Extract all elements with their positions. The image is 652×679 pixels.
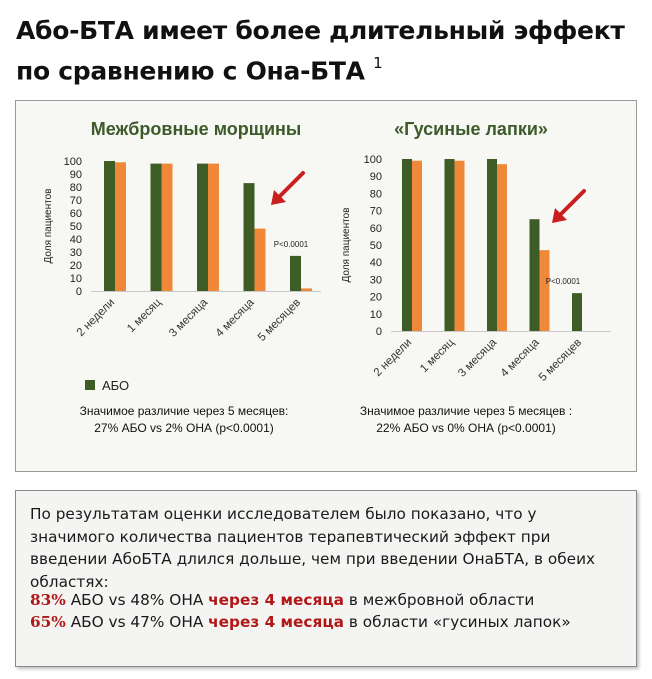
y-tick-label: 80	[69, 182, 82, 194]
y-tick-label: 40	[369, 257, 382, 270]
summary-period: через 4 месяца	[208, 613, 344, 631]
summary-paragraph: По результатам оценки исследователем было показано, что у значимого количества пациентов терапевтический эффект при введении АбоБТА длился дольше, чем при введении ОнаБТА, в обеих областях:	[30, 505, 596, 591]
summary-pct: 65%	[30, 613, 66, 631]
x-tick-label: 1 месяц	[125, 296, 164, 336]
x-tick-label: 4 месяца	[213, 296, 257, 340]
bar-ona	[497, 164, 507, 331]
significance-note: 22% АБО vs 0% ОНА (p<0.0001)	[376, 421, 556, 435]
y-tick-label: 20	[369, 291, 382, 304]
bar-ona	[162, 164, 173, 291]
x-tick-label: 1 месяц	[418, 336, 457, 376]
footnote-ref: 1	[373, 54, 383, 72]
charts-panel	[15, 100, 637, 472]
bar-ona	[455, 161, 465, 331]
bar-abo	[151, 164, 162, 291]
y-tick-label: 0	[75, 286, 82, 298]
y-tick-label: 10	[69, 273, 82, 285]
bar-ona	[540, 250, 550, 331]
y-tick-label: 70	[369, 205, 382, 218]
y-tick-label: 90	[69, 169, 82, 181]
y-tick-label: 30	[369, 274, 382, 287]
summary-mid: АБО vs 47% ОНА	[65, 613, 209, 631]
bar-abo	[104, 161, 115, 291]
bar-abo	[530, 219, 540, 331]
bar-ona	[115, 162, 126, 291]
summary-row-glabella	[30, 591, 534, 609]
y-tick-label: 20	[69, 260, 82, 272]
y-tick-label: 10	[369, 308, 382, 321]
summary-row-crowsfeet	[30, 613, 571, 631]
x-tick-label: 4 месяца	[498, 336, 542, 380]
summary-tail: в межбровной области	[343, 591, 535, 609]
bar-abo	[445, 159, 455, 331]
page-title	[16, 14, 646, 88]
summary-tail: в области «гусиных лапок»	[343, 613, 571, 631]
red-arrow	[279, 173, 303, 197]
bar-ona	[208, 164, 219, 291]
bar-abo	[244, 183, 255, 291]
y-tick-label: 60	[369, 222, 382, 235]
x-tick-label: 5 месяцев	[255, 296, 304, 344]
bar-abo	[402, 159, 412, 331]
bar-ona	[301, 288, 312, 291]
x-tick-label: 5 месяцев	[536, 336, 585, 384]
significance-note: 27% АБО vs 2% ОНА (p<0.0001)	[94, 421, 274, 435]
y-tick-label: 0	[375, 326, 382, 338]
chart-title: «Гусиные лапки»	[394, 119, 548, 139]
y-tick-label: 50	[69, 221, 82, 233]
x-tick-label: 3 месяца	[456, 336, 500, 380]
x-tick-label: 2 недели	[371, 336, 415, 380]
summary-box	[15, 490, 637, 667]
summary-mid: АБО vs 48% ОНА	[65, 591, 209, 609]
y-axis-label: Доля пациентов	[341, 207, 352, 283]
p-value-annotation: P<0.0001	[273, 240, 309, 249]
red-arrow	[560, 191, 584, 215]
y-tick-label: 50	[369, 240, 382, 252]
y-tick-label: 40	[69, 234, 82, 246]
charts-svg	[16, 101, 636, 471]
y-axis-label: Доля пациентов	[43, 188, 54, 264]
x-tick-label: 2 недели	[74, 296, 118, 340]
significance-note: Значимое различие через 5 месяцев :	[359, 404, 573, 418]
y-tick-label: 30	[69, 247, 82, 259]
summary-period: через 4 месяца	[208, 591, 344, 609]
legend-swatch-abo	[85, 380, 95, 390]
y-tick-label: 100	[63, 156, 82, 168]
y-tick-label: 100	[363, 154, 382, 166]
bar-abo	[197, 164, 208, 291]
significance-note: Значимое различие через 5 месяцев:	[79, 404, 289, 418]
bar-abo	[290, 256, 301, 291]
legend-label-abo: АБО	[102, 378, 130, 393]
bar-abo	[487, 159, 497, 331]
y-tick-label: 80	[369, 188, 382, 201]
bar-ona	[412, 161, 422, 331]
p-value-annotation: P<0.0001	[545, 277, 581, 286]
x-tick-label: 3 месяца	[167, 296, 211, 340]
page-title-text: Або-БТА имеет более длительный эффект по сравнению с Она-БТА	[16, 16, 625, 86]
y-tick-label: 90	[369, 171, 382, 184]
y-tick-label: 60	[69, 208, 82, 220]
bar-ona	[255, 229, 266, 291]
chart-title: Межбровные морщины	[90, 119, 302, 139]
y-tick-label: 70	[69, 195, 82, 207]
summary-pct: 83%	[30, 591, 66, 609]
bar-abo	[572, 293, 582, 331]
